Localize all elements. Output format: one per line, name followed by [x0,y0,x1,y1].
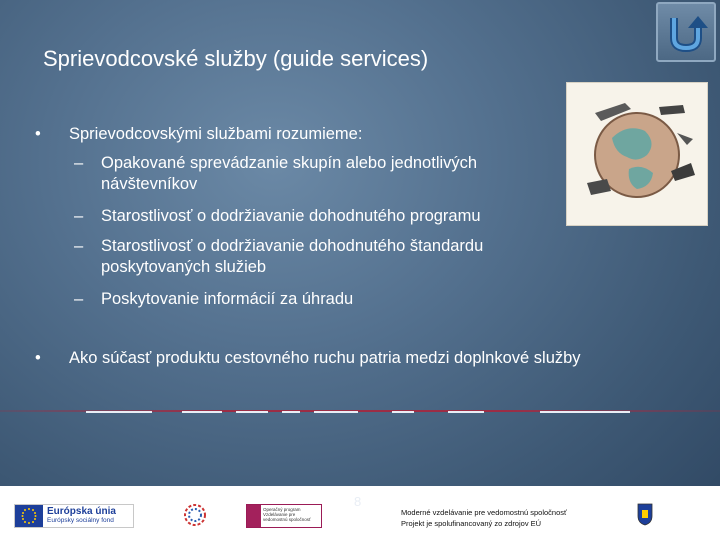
sub-bullet-text: Starostlivosť o dodržiavanie dohodnutého štandardu poskytovaných služieb [101,237,484,276]
eu-title: Európska únia [47,506,116,517]
bullet-marker: • [35,125,41,143]
sub-bullet-text: Opakované sprevádzanie skupín alebo jednotlivých návštevníkov [101,154,478,193]
divider-highlights [86,411,631,413]
back-button[interactable] [656,2,716,62]
page-number: 8 [354,494,362,509]
eu-logo [14,504,134,528]
ring-of-people-logo [182,502,208,528]
sub-bullet-marker: – [74,290,84,308]
eu-flag-icon [15,505,43,527]
sub-bullet-text: Starostlivosť o dodržiavanie dohodnutého programu [101,207,481,225]
sub-bullet-marker: – [74,154,84,172]
sub-bullet-text: Poskytovanie informácií za úhradu [101,290,354,308]
project-line-1: Moderné vzdelávanie pre vedomostnú spoločnosť [401,508,567,517]
globe-travel-illustration [566,82,708,226]
project-line-2: Projekt je spolufinancovaný zo zdrojov EÚ [401,519,542,528]
slide-title: Sprievodcovské služby (guide services) [43,46,429,71]
bullet-text: Sprievodcovskými službami rozumieme: [69,125,363,143]
sub-bullet-marker: – [74,207,84,225]
project-info [401,507,567,529]
crest-icon [636,502,654,526]
partner-logo-text: Operačný program Vzdelávanie pre vedomostnú spoločnosť [263,507,311,522]
bullet-marker: • [35,349,41,367]
sub-bullet-marker: – [74,237,84,255]
return-arrow-icon [664,10,708,54]
operational-programme-logo [246,504,322,528]
eu-subtitle: Európsky sociálny fond [47,517,114,524]
bullet-text: Ako súčasť produktu cestovného ruchu patria medzi doplnkové služby [69,349,581,367]
